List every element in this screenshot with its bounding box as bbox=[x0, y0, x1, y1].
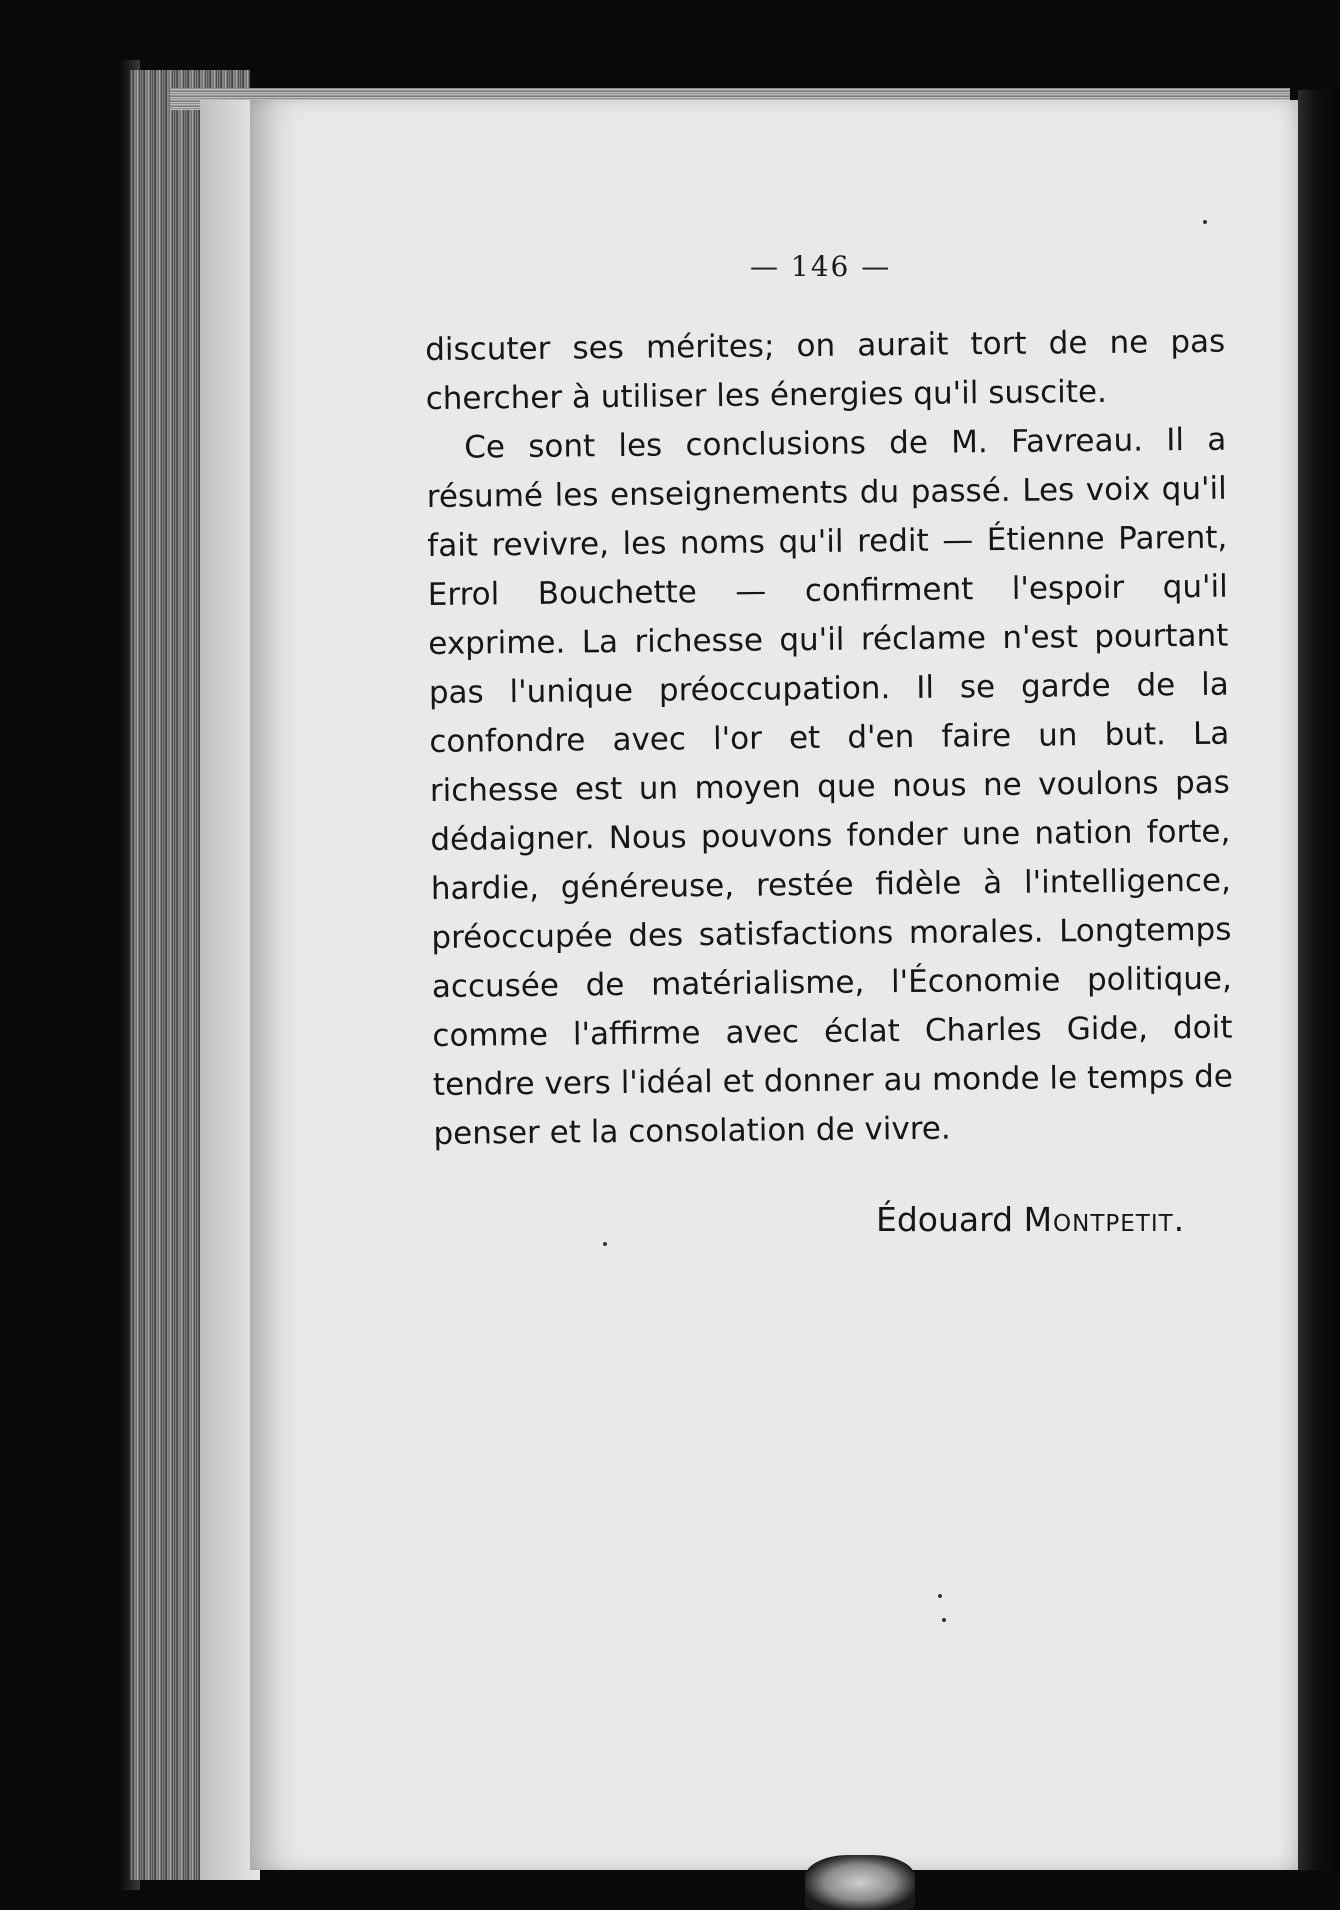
signature-last-name: Montpetit. bbox=[1023, 1200, 1186, 1239]
book-binding bbox=[1298, 90, 1340, 1870]
signature-first-name: Édouard bbox=[876, 1200, 1014, 1239]
book-clip bbox=[805, 1855, 915, 1910]
paragraph-1: discuter ses mérites; on aurait tort de ne pas chercher à utiliser les énergies qu'il suscite. bbox=[425, 323, 1226, 417]
page-number: — 146 — bbox=[750, 250, 892, 283]
page-speck bbox=[938, 1594, 942, 1598]
page-speck bbox=[1203, 220, 1207, 224]
author-signature bbox=[876, 1200, 1185, 1239]
body-text bbox=[425, 318, 1234, 1159]
page-speck bbox=[603, 1242, 607, 1246]
page-speck bbox=[942, 1618, 946, 1622]
paragraph-2: Ce sont les conclusions de M. Favreau. Il a résumé les enseignements du passé. Les voix qu'il fait revivre, les noms qu'il redit — Étienne Parent, Errol Bouchette — confirment l'espoir qu'il exprime. La richesse qu'il réclame n'est pourtant pas l'unique préoccupation. Il se garde de la confondre avec l'or et d'en faire un but. La richesse est un moyen que nous ne voulons pas dédaigner. Nous pouvons fonder une nation forte, hardie, généreuse, restée fidèle à l'intelligence, préoccupée des satisfactions morales. Longtemps accusée de matérialisme, l'Économie politique, comme l'affirme avec éclat Charles Gide, doit tendre vers l'idéal et donner au monde le temps de penser et la consolation de vivre. bbox=[426, 421, 1234, 1152]
